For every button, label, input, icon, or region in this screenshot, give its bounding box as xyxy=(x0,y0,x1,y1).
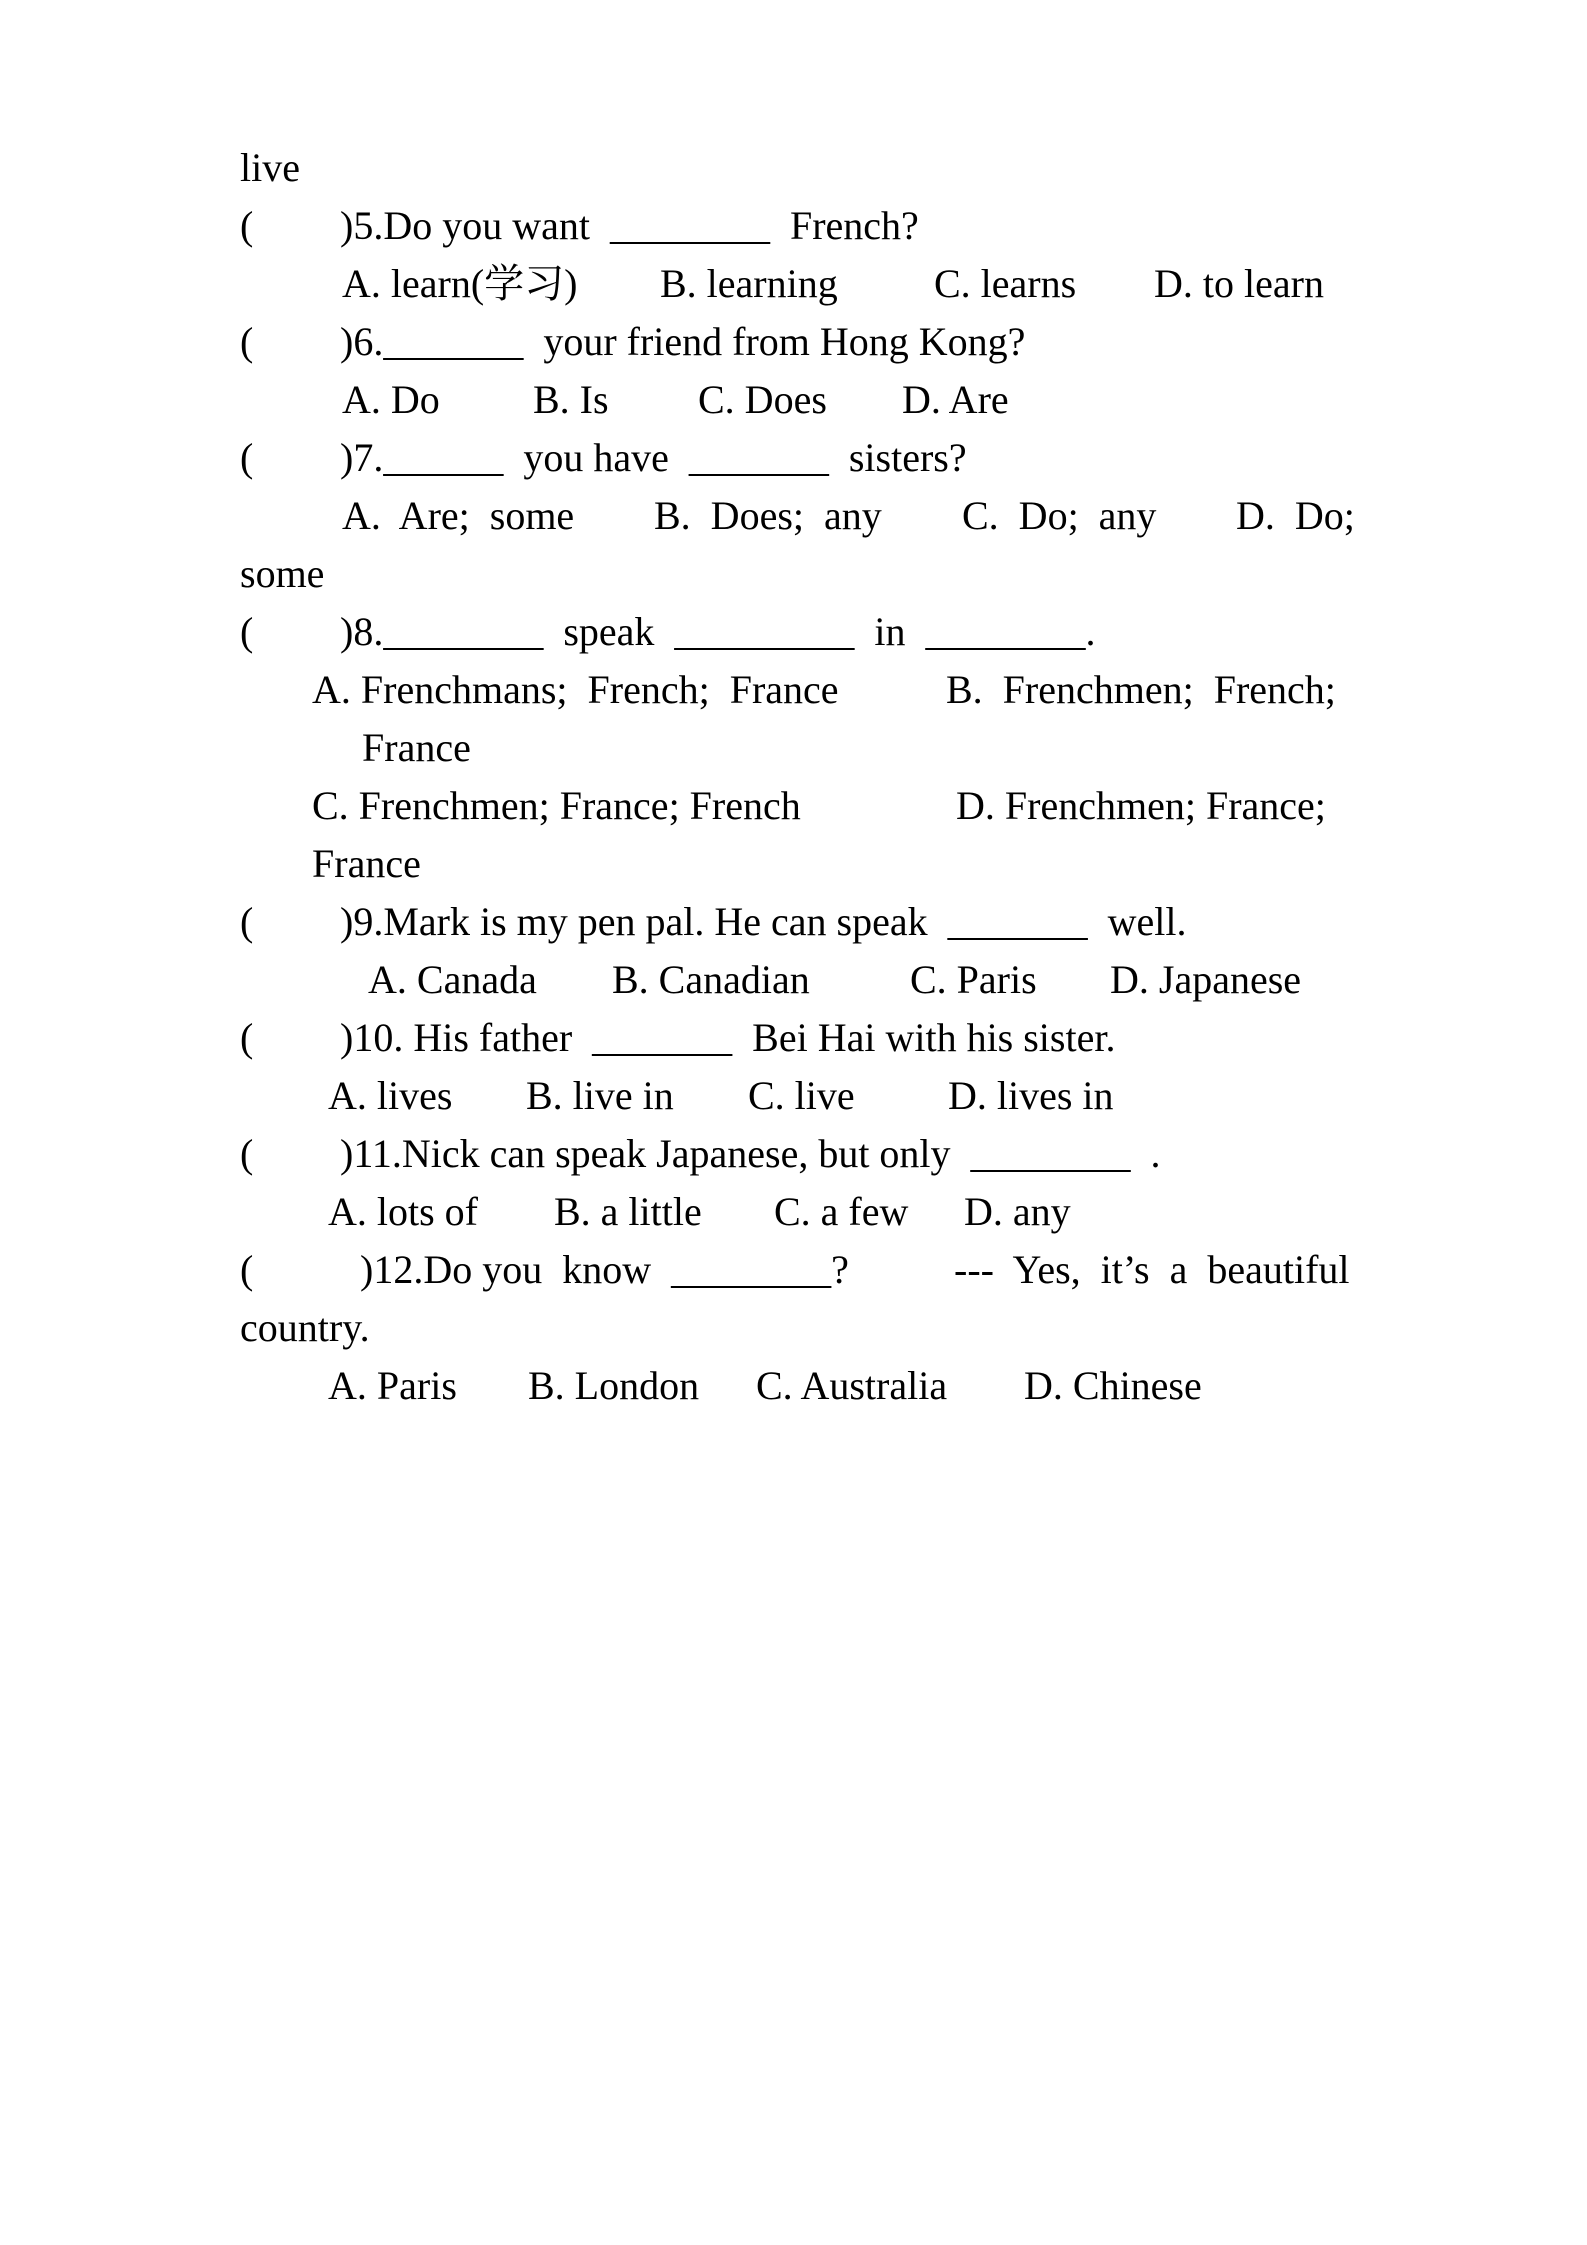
option-b: B. Canadian xyxy=(612,957,810,1002)
question-8: ( )8.________ speak _________ in ________. xyxy=(240,609,1096,654)
option-d: D. Do; xyxy=(1236,493,1355,538)
option-c: C. live xyxy=(748,1073,855,1118)
option-b: B. Frenchmen; French; xyxy=(946,667,1336,712)
option-d-continued: France xyxy=(312,841,421,886)
option-b: B. live in xyxy=(526,1073,674,1118)
option-c: C. Frenchmen; France; French xyxy=(312,783,801,828)
option-d: D. Frenchmen; France; xyxy=(956,783,1326,828)
line-some: some xyxy=(240,551,325,596)
question-11: ( )11.Nick can speak Japanese, but only ________ . xyxy=(240,1131,1161,1176)
option-b: B. Is xyxy=(533,377,609,422)
option-a: A. Frenchmans; French; France xyxy=(312,667,839,712)
option-a: A. Are; some xyxy=(342,493,575,538)
option-b-continued: France xyxy=(362,725,471,770)
line-country: country. xyxy=(240,1305,370,1350)
option-d: D. to learn xyxy=(1154,261,1324,306)
option-a: A. Paris xyxy=(328,1363,457,1408)
option-d: D. Are xyxy=(902,377,1009,422)
option-a: A. Do xyxy=(342,377,440,422)
option-c: C. learns xyxy=(934,261,1077,306)
question-6: ( )6._______ your friend from Hong Kong? xyxy=(240,319,1026,364)
option-a: A. lots of xyxy=(328,1189,478,1234)
option-a: A. Canada xyxy=(368,957,537,1002)
option-d: D. any xyxy=(964,1189,1071,1234)
question-12: ( )12.Do you know ________? --- Yes, it’s a beautiful xyxy=(240,1247,1350,1292)
option-c: C. a few xyxy=(774,1189,909,1234)
question-9: ( )9.Mark is my pen pal. He can speak _______ well. xyxy=(240,899,1187,944)
question-7: ( )7.______ you have _______ sisters? xyxy=(240,435,967,480)
option-a: A. learn(学习) xyxy=(342,261,578,306)
option-b: B. learning xyxy=(660,261,838,306)
option-d: D. Chinese xyxy=(1024,1363,1202,1408)
question-10: ( )10. His father _______ Bei Hai with his sister. xyxy=(240,1015,1116,1060)
option-a: A. lives xyxy=(328,1073,453,1118)
option-b: B. London xyxy=(528,1363,700,1408)
option-d: D. Japanese xyxy=(1110,957,1302,1002)
option-c: C. Australia xyxy=(756,1363,948,1408)
option-b: B. Does; any xyxy=(654,493,882,538)
question-5: ( )5.Do you want ________ French? xyxy=(240,203,919,248)
question-12-options xyxy=(328,1363,1202,1606)
option-d: D. lives in xyxy=(948,1073,1114,1118)
option-c: C. Do; any xyxy=(962,493,1157,538)
option-c: C. Paris xyxy=(910,957,1037,1002)
option-b: B. a little xyxy=(554,1189,702,1234)
line-live: live xyxy=(240,145,300,190)
option-c: C. Does xyxy=(698,377,827,422)
